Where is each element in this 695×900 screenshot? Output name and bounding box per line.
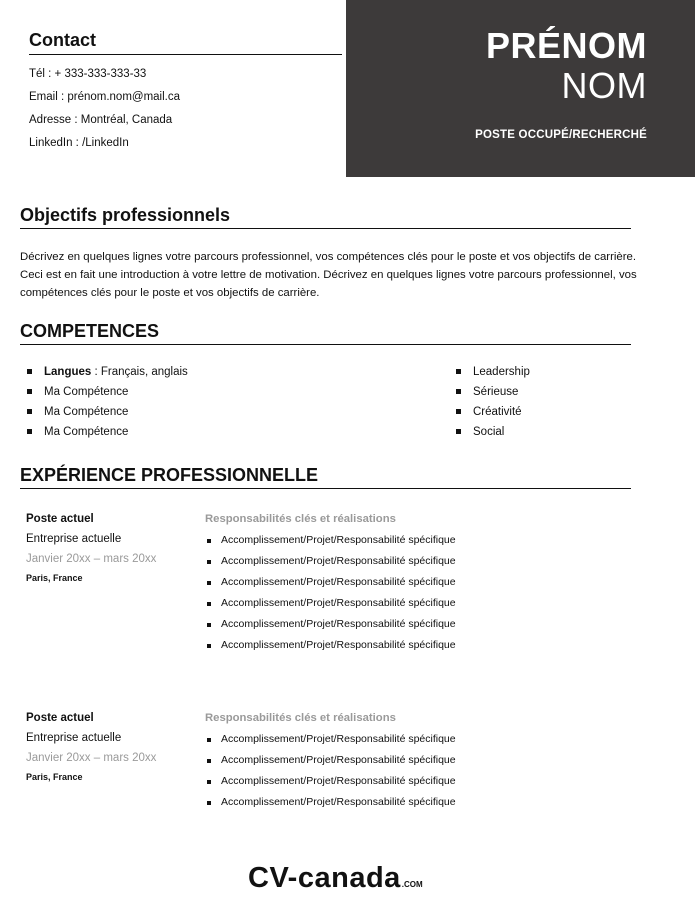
last-name: NOM <box>561 65 647 106</box>
skills-list-right <box>455 362 530 442</box>
job-title: Poste actuel <box>26 513 94 525</box>
accomplishment-item: Accomplissement/Projet/Responsabilité spécifique <box>205 635 645 656</box>
contact-address: Adresse : Montréal, Canada <box>29 114 173 126</box>
skill-item: Créativité <box>455 402 530 422</box>
accomplishment-item: Accomplissement/Projet/Responsabilité spécifique <box>205 551 645 572</box>
logo-suffix: .COM <box>401 880 423 889</box>
contact-phone: Tél : + 333-333-333-33 <box>29 68 147 80</box>
logo-main-text: CV-canada <box>248 862 401 894</box>
job-city: Paris, France <box>26 573 83 583</box>
accomplishment-item: Accomplissement/Projet/Responsabilité spécifique <box>205 614 645 635</box>
accomplishment-item: Accomplissement/Projet/Responsabilité spécifique <box>205 572 645 593</box>
responsibilities-title: Responsabilités clés et réalisations <box>205 513 396 525</box>
skills-list-left <box>26 362 188 442</box>
objectives-text: Décrivez en quelques lignes votre parcours professionnel, vos compétences clés pour le poste et vos objectifs de carrière. Ceci est en fait une introduction à votre lettre de motivation. Décrivez en quelques lignes votre parcours professionnel, vos compétences clés pour le poste et vos objectifs de carrière. <box>20 251 637 299</box>
contact-section <box>29 30 342 155</box>
accomplishment-item: Accomplissement/Projet/Responsabilité spécifique <box>205 729 645 750</box>
job-details <box>26 510 196 588</box>
job-responsibilities <box>205 510 645 656</box>
contact-email: Email : prénom.nom@mail.ca <box>29 91 180 103</box>
job-dates: Janvier 20xx – mars 20xx <box>26 752 157 764</box>
job-title: Poste actuel <box>26 712 94 724</box>
experience-heading: EXPÉRIENCE PROFESSIONNELLE <box>20 465 631 489</box>
accomplishment-item: Accomplissement/Projet/Responsabilité spécifique <box>205 792 645 813</box>
competences-heading: COMPETENCES <box>20 321 631 345</box>
first-name: PRÉNOM <box>485 25 647 66</box>
job-responsibilities <box>205 709 645 813</box>
accomplishment-item: Accomplissement/Projet/Responsabilité spécifique <box>205 530 645 551</box>
skill-item: Ma Compétence <box>26 422 188 442</box>
skill-item: Ma Compétence <box>26 402 188 422</box>
job-dates: Janvier 20xx – mars 20xx <box>26 553 157 565</box>
name-header <box>346 0 695 177</box>
skill-item: Leadership <box>455 362 530 382</box>
skill-item: Ma Compétence <box>26 382 188 402</box>
accomplishment-item: Accomplissement/Projet/Responsabilité spécifique <box>205 750 645 771</box>
languages-label: Langues <box>44 366 92 378</box>
responsibilities-title: Responsabilités clés et réalisations <box>205 712 396 724</box>
contact-linkedin: LinkedIn : /LinkedIn <box>29 137 129 149</box>
accomplishment-item: Accomplissement/Projet/Responsabilité spécifique <box>205 593 645 614</box>
job-company: Entreprise actuelle <box>26 533 122 545</box>
job-company: Entreprise actuelle <box>26 732 122 744</box>
objectives-heading: Objectifs professionnels <box>20 205 631 229</box>
accomplishment-item: Accomplissement/Projet/Responsabilité spécifique <box>205 771 645 792</box>
contact-title: Contact <box>29 30 342 55</box>
cv-canada-logo <box>248 862 423 894</box>
accomplishment-list <box>205 729 645 813</box>
job-city: Paris, France <box>26 772 83 782</box>
languages-value: : Français, anglais <box>91 366 188 378</box>
accomplishment-list <box>205 530 645 656</box>
skill-item-languages <box>26 362 188 382</box>
job-details <box>26 709 196 787</box>
skill-item: Social <box>455 422 530 442</box>
position-title: POSTE OCCUPÉ/RECHERCHÉ <box>475 129 647 141</box>
skill-item: Sérieuse <box>455 382 530 402</box>
